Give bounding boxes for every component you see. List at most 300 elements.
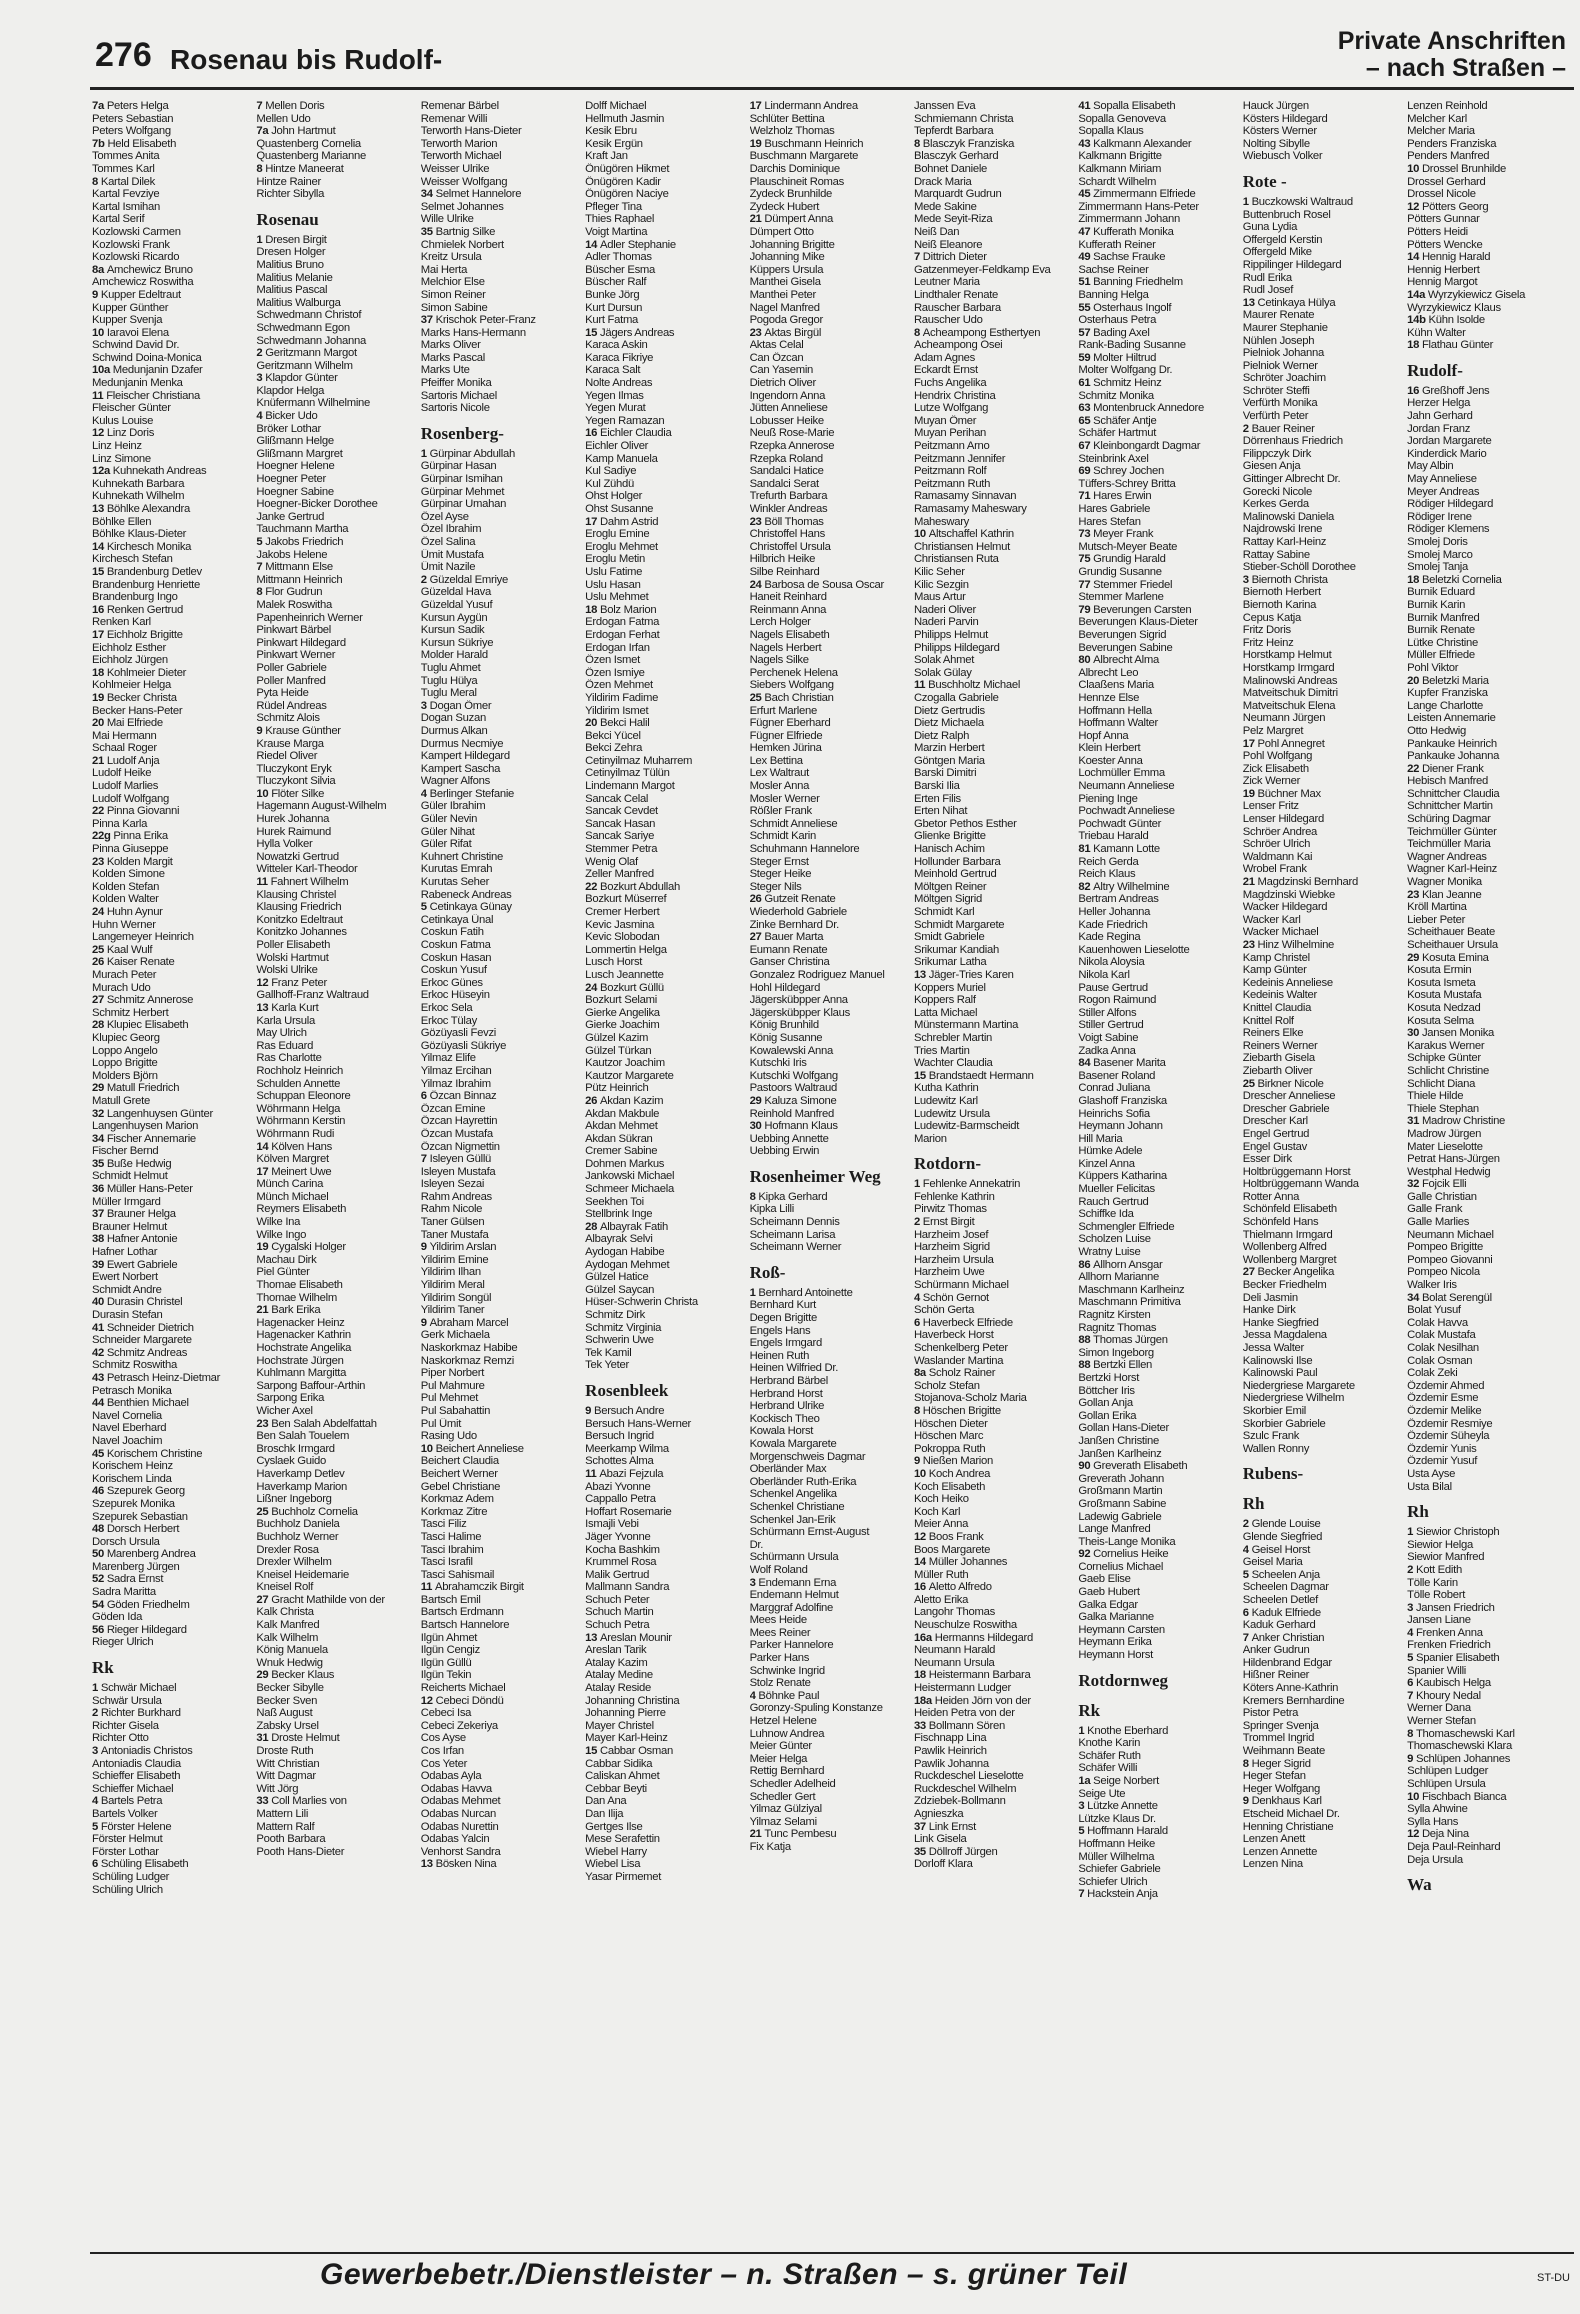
resident-name: Beichert Anneliese bbox=[435, 1442, 524, 1455]
list-item: Steger Ernst bbox=[749, 855, 809, 868]
resident-name: Cetinkaya Hülya bbox=[1257, 296, 1336, 309]
list-item bbox=[256, 1241, 416, 1254]
list-item bbox=[92, 327, 252, 340]
list-item: Pogoda Gregor bbox=[749, 314, 823, 327]
resident-name: Cygalski Holger bbox=[271, 1241, 346, 1254]
house-number: 38 bbox=[92, 1233, 107, 1246]
list-item: Maschmann Karlheinz bbox=[1078, 1283, 1185, 1296]
list-item: Albayrak Selvi bbox=[585, 1233, 653, 1246]
resident-name: Bicker Udo bbox=[265, 410, 318, 423]
house-number: 42 bbox=[92, 1346, 107, 1359]
list-item bbox=[92, 1858, 252, 1871]
list-item: Yildirim Meral bbox=[420, 1279, 485, 1292]
list-item: Meyer Andreas bbox=[1407, 485, 1480, 498]
list-item bbox=[585, 982, 745, 995]
list-item bbox=[1407, 889, 1567, 902]
list-item: Tasci Sahismail bbox=[420, 1568, 495, 1581]
list-item: Fuchs Angelika bbox=[913, 377, 987, 390]
list-item: Karaca Askin bbox=[585, 339, 648, 352]
list-item: Ruckdeschel Wilhelm bbox=[913, 1782, 1017, 1795]
list-item: Marquardt Gudrun bbox=[913, 188, 1002, 201]
resident-name: Geritzmann Margot bbox=[265, 347, 357, 360]
resident-name: Bösken Nina bbox=[435, 1858, 497, 1871]
list-item bbox=[1243, 738, 1403, 751]
list-item: Kartal Ismihan bbox=[92, 200, 161, 213]
list-item bbox=[1243, 1795, 1403, 1808]
list-item: Hollunder Barbara bbox=[913, 855, 1001, 868]
list-item: Kupfer Franziska bbox=[1407, 687, 1488, 700]
house-number: 12 bbox=[92, 427, 107, 440]
list-item bbox=[256, 1732, 416, 1745]
list-item bbox=[92, 1296, 252, 1309]
list-item: Glienke Brigitte bbox=[913, 830, 986, 843]
house-number: 14a bbox=[1407, 288, 1428, 301]
house-number: 2 bbox=[256, 347, 266, 360]
list-item bbox=[914, 679, 1074, 692]
list-item: Lenser Hildegard bbox=[1242, 813, 1324, 826]
list-item: Tluczykont Silvia bbox=[256, 775, 336, 788]
list-item: Schlüpen Ludger bbox=[1407, 1765, 1489, 1778]
house-number: 3 bbox=[420, 699, 430, 712]
house-number: 8 bbox=[913, 137, 923, 150]
list-item: Pohl Wolfgang bbox=[1242, 750, 1313, 763]
house-number: 1 bbox=[1242, 195, 1252, 208]
list-item: Akdan Makbule bbox=[585, 1107, 660, 1120]
list-item: Lenser Fritz bbox=[1242, 800, 1299, 813]
list-item: Önügören Naciye bbox=[585, 188, 669, 201]
list-item: Stiller Alfons bbox=[1078, 1006, 1137, 1019]
list-item: Zeller Manfred bbox=[585, 868, 654, 881]
list-item bbox=[1078, 490, 1238, 503]
list-item: Höschen Marc bbox=[913, 1430, 984, 1443]
resident-name: Lindermann Andrea bbox=[764, 100, 858, 112]
list-item bbox=[1078, 100, 1238, 113]
list-item bbox=[256, 1304, 416, 1317]
list-item: Antoniadis Claudia bbox=[92, 1757, 181, 1770]
list-item: Schröer Ulrich bbox=[1242, 838, 1311, 851]
list-item: Mattern Lili bbox=[256, 1807, 309, 1820]
house-number: 9 bbox=[420, 1316, 430, 1329]
house-number: 8a bbox=[913, 1367, 929, 1380]
list-item: Beverungen Sabine bbox=[1078, 641, 1173, 654]
list-item: Ziebarth Gisela bbox=[1242, 1052, 1315, 1065]
list-item: Özel Salina bbox=[420, 536, 476, 548]
list-item: Sancak Hasan bbox=[585, 817, 656, 830]
street-heading: Rote - bbox=[1242, 171, 1287, 191]
list-item: Czogalla Gabriele bbox=[913, 691, 999, 704]
list-item: Schlüter Bettina bbox=[749, 112, 825, 125]
list-item: Thomae Wilhelm bbox=[256, 1291, 337, 1304]
list-item: Heinen Wilfried Dr. bbox=[749, 1362, 839, 1375]
list-item bbox=[256, 586, 416, 599]
list-item: Nagel Manfred bbox=[749, 301, 820, 314]
list-item: Sandalci Serat bbox=[749, 477, 819, 490]
list-item bbox=[750, 213, 910, 226]
list-item bbox=[421, 788, 581, 801]
list-item bbox=[92, 503, 252, 516]
resident-name: Gürpinar Abdullah bbox=[429, 447, 515, 460]
list-item: Kaduk Gerhard bbox=[1242, 1619, 1316, 1632]
list-item: Erkoc Tülay bbox=[420, 1014, 477, 1027]
list-item: Böttcher Iris bbox=[1078, 1384, 1135, 1397]
list-item: Herbrand Ulrike bbox=[749, 1400, 825, 1413]
list-item: Güler Nevin bbox=[420, 813, 478, 826]
resident-name: Abrahamczik Birgit bbox=[434, 1581, 524, 1594]
list-item: Drexler Wilhelm bbox=[256, 1556, 332, 1569]
list-item bbox=[256, 876, 416, 889]
list-item bbox=[92, 1485, 252, 1498]
list-item: Pooth Hans-Dieter bbox=[256, 1845, 345, 1858]
list-item: Cebeci Zekeriya bbox=[420, 1719, 498, 1732]
house-number: 4 bbox=[256, 410, 266, 423]
list-item: Horstkamp Irmgard bbox=[1242, 661, 1335, 674]
resident-name: Jansen Friedrich bbox=[1415, 1601, 1495, 1614]
list-item bbox=[914, 1317, 1074, 1330]
resident-name: Khoury Nedal bbox=[1415, 1689, 1481, 1702]
list-item bbox=[585, 1095, 745, 1108]
list-item bbox=[1078, 1057, 1238, 1070]
list-item: Heymann Carsten bbox=[1078, 1623, 1165, 1636]
list-item: Stojanova-Scholz Maria bbox=[913, 1392, 1027, 1405]
house-number: 59 bbox=[1078, 351, 1094, 364]
resident-name: Büchner Max bbox=[1257, 787, 1321, 800]
list-item: Greverath Johann bbox=[1078, 1472, 1164, 1485]
list-item: Mede Seyit-Riza bbox=[913, 213, 993, 226]
list-item bbox=[256, 1795, 416, 1808]
list-item: Reiners Elke bbox=[1242, 1027, 1304, 1040]
list-item: Höschen Dieter bbox=[913, 1417, 988, 1430]
list-item bbox=[914, 1821, 1074, 1834]
house-number: 3 bbox=[92, 1745, 101, 1757]
list-item bbox=[256, 372, 416, 385]
resident-name: Kupper Edeltraut bbox=[100, 288, 181, 301]
list-item: Kesik Ergün bbox=[585, 137, 643, 150]
house-number: 18 bbox=[913, 1669, 929, 1682]
resident-name: Hoffmann Harald bbox=[1087, 1825, 1168, 1838]
list-item: Hares Stefan bbox=[1078, 515, 1141, 528]
list-item: Hill Maria bbox=[1078, 1132, 1123, 1145]
list-item: Wöhrmann Helga bbox=[256, 1102, 341, 1115]
list-item: Uebbing Erwin bbox=[749, 1145, 820, 1158]
list-item: Dr. bbox=[749, 1538, 764, 1551]
resident-name: Buczkowski Waltraud bbox=[1251, 195, 1353, 208]
list-item: Özel Ayse bbox=[420, 510, 469, 523]
resident-name: Meyer Frank bbox=[1093, 528, 1154, 541]
list-item: Drossel Nicole bbox=[1407, 188, 1476, 201]
list-item: Huhn Werner bbox=[92, 918, 156, 931]
list-item: Drescher Anneliese bbox=[1242, 1090, 1336, 1103]
house-number: 26 bbox=[749, 893, 765, 906]
list-item bbox=[914, 1581, 1074, 1594]
list-item bbox=[1407, 763, 1567, 776]
list-item: Neumann Ursula bbox=[913, 1656, 995, 1669]
resident-name: Langenhuysen Günter bbox=[106, 1107, 213, 1120]
list-item: Isleyen Sezai bbox=[420, 1178, 485, 1191]
list-item: Schwinke Ingrid bbox=[749, 1664, 825, 1677]
list-item: Galle Marlies bbox=[1407, 1216, 1470, 1229]
list-item bbox=[92, 1397, 252, 1410]
list-item: Piper Norbert bbox=[420, 1367, 485, 1380]
list-item: Adler Thomas bbox=[585, 251, 652, 264]
list-item: Becker Sven bbox=[256, 1694, 318, 1707]
list-item: Wagner Monika bbox=[1407, 876, 1482, 889]
list-item: Wacker Karl bbox=[1242, 913, 1301, 926]
resident-name: Ewert Gabriele bbox=[106, 1258, 178, 1271]
resident-name: Buße Hedwig bbox=[106, 1157, 172, 1170]
list-item bbox=[1407, 1602, 1567, 1615]
list-item: Bozkurt Müserref bbox=[585, 893, 667, 906]
list-item: Lex Bettina bbox=[749, 754, 803, 767]
house-number: 23 bbox=[1407, 888, 1422, 901]
list-item: Schröter Joachim bbox=[1242, 372, 1326, 385]
house-number: 7 bbox=[256, 561, 266, 574]
list-item: Colak Osman bbox=[1407, 1354, 1473, 1367]
house-number: 9 bbox=[1407, 1752, 1416, 1765]
list-item: Verfürth Monika bbox=[1242, 397, 1318, 410]
list-item: Wolski Ulrike bbox=[256, 964, 318, 977]
list-item: Schlicht Diana bbox=[1407, 1077, 1476, 1090]
resident-name: Grundig Harald bbox=[1093, 553, 1166, 566]
list-item: Marks Pascal bbox=[420, 351, 485, 364]
list-item: Nagels Elisabeth bbox=[749, 628, 830, 641]
list-item bbox=[92, 1372, 252, 1385]
list-item: Kerkes Gerda bbox=[1242, 498, 1309, 511]
list-item: Offergeld Mike bbox=[1242, 246, 1312, 259]
house-number: 17 bbox=[585, 515, 600, 528]
list-item: Janßen Karlheinz bbox=[1078, 1447, 1162, 1460]
list-item: Pul Ümit bbox=[420, 1417, 462, 1430]
list-item: Schmitz Roswitha bbox=[92, 1359, 177, 1372]
list-item: Deja Paul-Reinhard bbox=[1407, 1840, 1501, 1853]
list-item: Cremer Sabine bbox=[585, 1145, 658, 1158]
list-item bbox=[1243, 1518, 1403, 1531]
list-item: Lindemann Margot bbox=[585, 780, 675, 793]
list-item: Wöhrmann Rudi bbox=[256, 1127, 335, 1140]
house-number: 10 bbox=[913, 528, 929, 541]
list-item: Wacker Michael bbox=[1242, 926, 1319, 939]
list-item: Malinowski Andreas bbox=[1242, 674, 1338, 687]
list-item bbox=[585, 717, 745, 730]
list-item: Terworth Michael bbox=[420, 150, 502, 163]
resident-name: Hares Erwin bbox=[1093, 490, 1152, 503]
list-item: Engels Hans bbox=[749, 1324, 811, 1337]
list-item bbox=[92, 1208, 252, 1221]
resident-name: Birkner Nicole bbox=[1257, 1077, 1324, 1090]
list-item: Harzheim Ursula bbox=[913, 1253, 994, 1266]
list-item: Kautzor Margarete bbox=[585, 1069, 674, 1082]
list-item: Loppo Angelo bbox=[92, 1044, 158, 1057]
list-item: Özdemir Yusuf bbox=[1407, 1455, 1478, 1468]
resident-name: Döllroff Jürgen bbox=[928, 1845, 998, 1858]
list-item bbox=[585, 427, 745, 440]
list-item: Grundig Susanne bbox=[1078, 565, 1162, 578]
list-item: Marks Oliver bbox=[420, 339, 481, 352]
house-number: 5 bbox=[420, 901, 430, 914]
resident-name: Bauer Marta bbox=[764, 931, 824, 944]
house-number: 16 bbox=[92, 603, 107, 616]
list-item: Brandenburg Henriette bbox=[92, 578, 200, 591]
list-item: Scheimann Werner bbox=[749, 1241, 842, 1254]
list-item: Tluczykont Eryk bbox=[256, 762, 332, 775]
list-item: Tuglu Meral bbox=[420, 687, 477, 700]
house-number: 24 bbox=[585, 981, 600, 994]
list-item: Herbrand Horst bbox=[749, 1387, 823, 1400]
list-item: Peters Sebastian bbox=[92, 112, 174, 125]
list-item bbox=[750, 1828, 910, 1841]
list-item: Lenzen Anett bbox=[1242, 1833, 1306, 1846]
list-item: Förster Helmut bbox=[92, 1833, 163, 1846]
list-item: Krummel Rosa bbox=[585, 1556, 657, 1569]
list-item bbox=[914, 1632, 1074, 1645]
list-item: Leutner Maria bbox=[913, 276, 980, 289]
list-item: Malek Roswitha bbox=[256, 598, 332, 611]
resident-name: Albayrak Fatih bbox=[599, 1220, 668, 1233]
list-item: Peitzmann Arno bbox=[913, 440, 990, 453]
list-item: Beverungen Sigrid bbox=[1078, 628, 1167, 641]
list-item bbox=[914, 1846, 1074, 1859]
list-item bbox=[1078, 188, 1238, 201]
house-number: 45 bbox=[92, 1447, 107, 1460]
list-item: Link Gisela bbox=[913, 1833, 967, 1846]
list-item: Schuppan Eleonore bbox=[256, 1090, 351, 1103]
resident-name: Altschaffel Kathrin bbox=[928, 528, 1014, 541]
resident-name: Diener Frank bbox=[1421, 762, 1484, 775]
list-item: Philipps Hildegard bbox=[913, 641, 1000, 654]
list-item bbox=[1078, 465, 1238, 478]
house-number: 37 bbox=[913, 1820, 929, 1833]
list-item: Uslu Mehmet bbox=[585, 591, 649, 604]
list-item: Kowala Margarete bbox=[749, 1437, 837, 1450]
list-item: Triebau Harald bbox=[1078, 830, 1149, 843]
list-item: Skorbier Emil bbox=[1242, 1404, 1307, 1417]
list-item: Linz Simone bbox=[92, 452, 151, 465]
list-item: Glende Siegfried bbox=[1242, 1530, 1323, 1543]
directory-column bbox=[1243, 100, 1407, 2240]
list-item: Adam Agnes bbox=[913, 351, 976, 364]
list-item: Schäfer Willi bbox=[1078, 1762, 1138, 1775]
list-item: Scholzen Luise bbox=[1078, 1233, 1151, 1246]
list-item: Reymers Elisabeth bbox=[256, 1203, 347, 1216]
resident-name: Cornelius Heike bbox=[1093, 1548, 1169, 1561]
list-item: Ras Eduard bbox=[256, 1039, 314, 1052]
list-item: Marks Ute bbox=[420, 364, 470, 377]
list-item: Osterhaus Petra bbox=[1078, 314, 1157, 327]
street-heading: Rk bbox=[92, 1658, 114, 1678]
list-item: Trommel Ingrid bbox=[1242, 1732, 1315, 1745]
list-item: Dorloff Klara bbox=[913, 1858, 973, 1871]
list-item: Chmielek Norbert bbox=[420, 238, 504, 251]
list-item bbox=[1407, 1292, 1567, 1305]
list-item: Venhorst Sandra bbox=[420, 1845, 501, 1858]
list-item: Schiffke Ida bbox=[1078, 1208, 1134, 1221]
list-item: Durmus Necmiye bbox=[420, 737, 504, 750]
resident-name: Beletzki Maria bbox=[1421, 674, 1489, 687]
house-number: 44 bbox=[92, 1397, 107, 1410]
list-item: Sancak Celal bbox=[585, 792, 649, 805]
list-item bbox=[750, 1095, 910, 1108]
house-number: 11 bbox=[420, 1581, 435, 1594]
list-item: Meier Anna bbox=[913, 1518, 969, 1531]
list-item: Nikola Aloysia bbox=[1078, 956, 1145, 969]
list-item: Engel Gustav bbox=[1242, 1140, 1307, 1153]
resident-name: Petrasch Heinz-Dietmar bbox=[106, 1371, 221, 1384]
list-item: Güzeldal Hava bbox=[420, 586, 491, 599]
house-number: 4 bbox=[749, 1689, 759, 1702]
list-item: Penders Manfred bbox=[1407, 150, 1490, 163]
footer-note: Gewerbebetr./Dienstleister – n. Straßen – s. grüner Teil bbox=[320, 2258, 1128, 2291]
list-item: Thiele Stephan bbox=[1407, 1102, 1479, 1115]
resident-name: Heistermann Barbara bbox=[928, 1669, 1031, 1682]
resident-name: Molter Hiltrud bbox=[1093, 351, 1157, 364]
list-item: Sylla Hans bbox=[1407, 1815, 1459, 1828]
resident-name: Kamann Lotte bbox=[1093, 843, 1160, 856]
resident-name: Stemmer Friedel bbox=[1093, 578, 1173, 591]
resident-name: Gracht Mathilde von der bbox=[271, 1593, 385, 1606]
list-item: Wallen Ronny bbox=[1242, 1442, 1310, 1455]
house-number: 13 bbox=[1242, 296, 1258, 309]
house-number: 12 bbox=[420, 1694, 436, 1707]
list-item: Gülzel Hatice bbox=[585, 1271, 649, 1284]
list-item: Schürmann Michael bbox=[913, 1279, 1009, 1292]
resident-name: Schmitz Annerose bbox=[106, 994, 194, 1007]
list-item: Erkoc Hüseyin bbox=[420, 989, 490, 1002]
list-item bbox=[1407, 1526, 1567, 1539]
resident-name: Akdan Kazim bbox=[599, 1094, 664, 1107]
list-item: Kosuta Ismeta bbox=[1407, 976, 1476, 989]
list-item: Knittel Rolf bbox=[1242, 1014, 1294, 1027]
list-item: Lütke Christine bbox=[1407, 636, 1478, 649]
resident-name: Bartnig Silke bbox=[435, 225, 496, 238]
list-item: Pielniok Johanna bbox=[1242, 347, 1324, 360]
list-item bbox=[92, 1448, 252, 1461]
list-item bbox=[1407, 1652, 1567, 1665]
list-item: Ilgün Cengiz bbox=[420, 1644, 480, 1657]
list-item: Sancak Cevdet bbox=[585, 805, 658, 818]
list-item: Peitzmann Rolf bbox=[913, 465, 987, 478]
list-item: Kühn Walter bbox=[1407, 326, 1466, 339]
list-item bbox=[585, 239, 745, 252]
list-item: Bekci Zehra bbox=[585, 742, 643, 755]
street-heading: Rh bbox=[1242, 1494, 1265, 1514]
list-item bbox=[1407, 1627, 1567, 1640]
list-item: Mai Hermann bbox=[92, 729, 157, 742]
list-item: Kinderdick Mario bbox=[1407, 447, 1487, 460]
list-item bbox=[914, 1468, 1074, 1481]
list-item: Hoegner-Bicker Dorothee bbox=[256, 498, 378, 511]
resident-name: Beletzki Cornelia bbox=[1421, 573, 1502, 586]
list-item: Schwind Doina-Monica bbox=[92, 351, 202, 364]
list-item: Etscheid Michael Dr. bbox=[1242, 1808, 1340, 1820]
list-item: Bersuch Hans-Werner bbox=[585, 1417, 692, 1430]
list-item: Eroglu Metin bbox=[585, 553, 645, 566]
list-item bbox=[421, 1695, 581, 1708]
list-item: Fischnapp Lina bbox=[913, 1732, 987, 1745]
list-item: Wille Ulrike bbox=[420, 213, 474, 226]
resident-name: Endemann Erna bbox=[758, 1576, 837, 1589]
list-item bbox=[585, 516, 745, 529]
list-item: Horstkamp Helmut bbox=[1242, 649, 1332, 662]
list-item: Burnik Karin bbox=[1407, 598, 1466, 611]
list-item: Güzeldal Yusuf bbox=[420, 598, 493, 611]
list-item: Schmidt Anneliese bbox=[749, 817, 838, 830]
list-item: Kamp Manuela bbox=[585, 452, 658, 465]
directory-columns bbox=[92, 100, 1572, 2240]
resident-name: Lützke Annette bbox=[1087, 1800, 1158, 1813]
list-item: Schmitz Monika bbox=[1078, 389, 1154, 402]
list-item: Machau Dirk bbox=[256, 1253, 317, 1266]
resident-name: Jakobs Friedrich bbox=[265, 536, 344, 548]
list-item: Terworth Hans-Dieter bbox=[420, 125, 522, 138]
